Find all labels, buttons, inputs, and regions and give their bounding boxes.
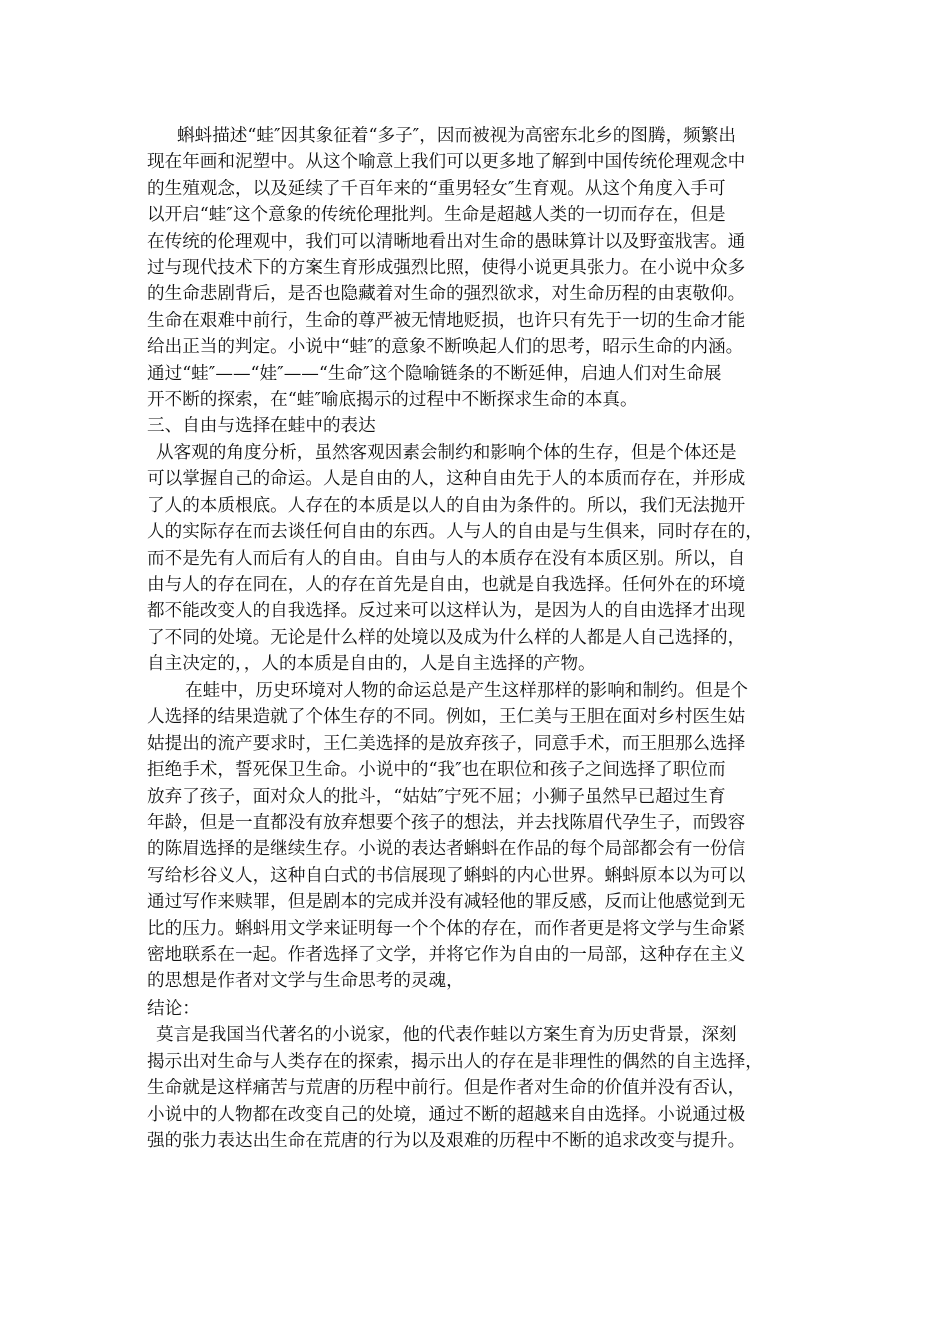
section-heading: 三、自由与选择在蛙中的表达 [147, 416, 376, 437]
text-line: 生命就是这样痛苦与荒唐的历程中前行。但是作者对生命的价值并没有否认， [147, 1078, 746, 1099]
conclusion-heading: 结论： [147, 999, 200, 1019]
text-line: 比的压力。蝌蚪用文学来证明每一个个体的存在，而作者更是将文学与生命紧 [147, 918, 746, 939]
text-line: 都不能改变人的自我选择。反过来可以这样认为，是因为人的自由选择才出现 [147, 601, 746, 622]
text-line: 的陈眉选择的是继续生存。小说的表达者蝌蚪在作品的每个局部都会有一份信 [147, 839, 746, 860]
text-line: 在蛙中，历史环境对人物的命运总是产生这样那样的影响和制约。但是个 [185, 681, 749, 701]
text-line: 了不同的处境。无论是什么样的处境以及成为什么样的人都是人自己选择的， [147, 627, 746, 648]
text-line: 小说中的人物都在改变自己的处境，通过不断的超越来自由选择。小说通过极 [147, 1104, 746, 1125]
text-line: 开不断的探索，在“蛙″喻底揭示的过程中不断探求生命的本真。 [147, 389, 638, 410]
paragraph-frog-symbolism [147, 123, 807, 440]
text-line: 的思想是作者对文学与生命思考的灵魂， [147, 971, 464, 992]
text-line: 的生殖观念，以及延续了千百年来的“重男轻女″生育观。从这个角度入手可 [147, 178, 726, 199]
text-line: 了人的本质根底。人存在的本质是以人的自由为条件的。所以，我们无法抛开 [147, 495, 746, 516]
text-line: 拒绝手术，誓死保卫生命。小说中的“我″也在职位和孩子之间选择了职位而 [147, 760, 726, 781]
text-line: 给出正当的判定。小说中“蛙″的意象不断唤起人们的思考，昭示生命的内涵。 [147, 337, 744, 358]
text-line: 揭示出对生命与人类存在的探索，揭示出人的存在是非理性的偶然的自主选择， [147, 1051, 763, 1072]
text-line: 以开启“蛙″这个意象的传统伦理批判。生命是超越人类的一切而存在，但是 [147, 205, 726, 226]
text-line: 姑提出的流产要求时，王仁美选择的是放弃孩子，同意手术，而王胆那么选择 [147, 733, 746, 754]
text-line: 写给杉谷义人，这种自白式的书信展现了蝌蚪的内心世界。蝌蚪原本以为可以 [147, 865, 746, 886]
text-line: 而不是先有人而后有人的自由。自由与人的本质存在没有本质区别。所以，自 [147, 548, 746, 569]
text-line: 通过写作来赎罪，但是剧本的完成并没有减轻他的罪反感，反而让他感觉到无 [147, 892, 746, 913]
text-line: 过与现代技术下的方案生育形成强烈比照，使得小说更具张力。在小说中众多 [147, 257, 746, 278]
paragraph-frog-characters [147, 678, 807, 995]
text-line: 生命在艰难中前行，生命的尊严被无情地贬损，也许只有先于一切的生命才能 [147, 310, 746, 331]
text-line: 人的实际存在而去谈任何自由的东西。人与人的自由是与生俱来，同时存在的， [147, 522, 763, 543]
text-line: 通过“蛙″——“娃″——“生命″这个隐喻链条的不断延伸，启迪人们对生命展 [147, 363, 722, 384]
text-line: 年龄，但是一直都没有放弃想要个孩子的想法，并去找陈眉代孕生子，而毁容 [147, 812, 746, 833]
text-line: 蝌蚪描述“蛙″因其象征着“多子″，因而被视为高密东北乡的图腾，频繁出 [177, 126, 736, 146]
text-line: 密地联系在一起。作者选择了文学，并将它作为自由的一局部，这种存在主义 [147, 944, 746, 965]
paragraph-freedom-choice [147, 440, 807, 678]
conclusion-section [147, 996, 807, 1154]
text-line: 莫言是我国当代著名的小说家，他的代表作蛙以方案生育为历史背景，深刻 [156, 1025, 737, 1046]
text-line: 强的张力表达出生命在荒唐的行为以及艰难的历程中不断的追求改变与提升。 [147, 1130, 746, 1151]
text-line: 在传统的伦理观中，我们可以清晰地看出对生命的愚昧算计以及野蛮戕害。通 [147, 231, 746, 252]
text-line: 由与人的存在同在，人的存在首先是自由，也就是自我选择。任何外在的环境 [147, 574, 746, 595]
text-line: 放弃了孩子，面对众人的批斗，“姑姑″宁死不屈；小狮子虽然早已超过生育 [147, 786, 726, 807]
text-line: 现在年画和泥塑中。从这个喻意上我们可以更多地了解到中国传统伦理观念中 [147, 152, 746, 173]
text-line: 自主决定的，，人的本质是自由的，人是自主选择的产物。 [147, 654, 596, 675]
text-line: 人选择的结果造就了个体生存的不同。例如，王仁美与王胆在面对乡村医生姑 [147, 707, 746, 728]
text-line: 的生命悲剧背后，是否也隐藏着对生命的强烈欲求，对生命历程的由衷敬仰。 [147, 284, 746, 305]
text-line: 可以掌握自己的命运。人是自由的人，这种自由先于人的本质而存在，并形成 [147, 469, 746, 490]
text-line: 从客观的角度分析，虽然客观因素会制约和影响个体的生存，但是个体还是 [156, 443, 737, 463]
